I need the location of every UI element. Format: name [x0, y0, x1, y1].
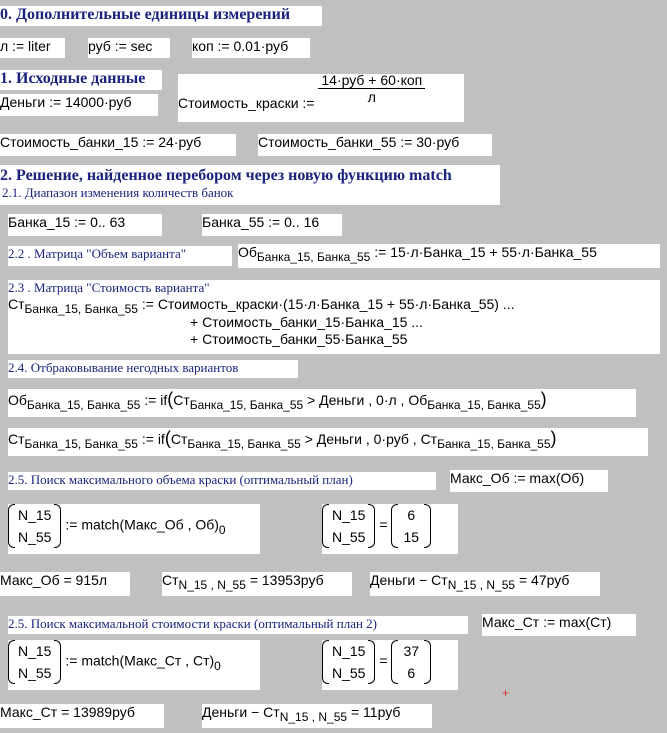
- filter-cost-def[interactable]: [8, 428, 648, 456]
- paren-open: (: [167, 389, 174, 409]
- filter2-tail-index: Банка_15, Банка_55: [437, 437, 551, 451]
- index-vector-2: [8, 640, 61, 684]
- match-volume-result[interactable]: [322, 504, 458, 554]
- result2-rem-index: N_15 , N_55: [279, 710, 348, 724]
- paren-open: (: [164, 428, 171, 448]
- result1-rem-lhs: Деньги − Ст: [370, 572, 448, 588]
- vec-n15: N_15: [332, 643, 366, 659]
- vec-n15: N_15: [18, 507, 52, 523]
- filter1-cond-b: > Деньги , 0·л , Об: [307, 392, 428, 408]
- filter-volume-def[interactable]: [8, 389, 636, 417]
- result1-rem-index: N_15 , N_55: [447, 578, 516, 592]
- section1-title[interactable]: 1. Исходные данные: [0, 70, 162, 90]
- vec-n55: N_55: [18, 529, 52, 545]
- cost-lhs: Ст: [8, 296, 25, 312]
- result1-n15: 6: [407, 507, 416, 523]
- filter2-lhs: Ст: [8, 431, 25, 447]
- filter2-lhs-index: Банка_15, Банка_55: [24, 437, 138, 451]
- match1-expr: := match(Макс_Об , Об): [65, 516, 219, 533]
- money-remainder-1[interactable]: [370, 572, 600, 596]
- result2-rem-lhs: Деньги − Ст: [202, 704, 280, 720]
- unit-rub-def[interactable]: руб := sec: [88, 38, 170, 58]
- crosshair-cursor-icon: +: [502, 686, 510, 700]
- filter2-cond-b: > Деньги , 0·руб , Ст: [304, 431, 438, 447]
- money-remainder-2[interactable]: [202, 704, 432, 728]
- section25a-title[interactable]: 2.5. Поиск максимального объема краски (оптимальный план): [8, 472, 436, 490]
- result1-cost-index: N_15 , N_55: [178, 578, 246, 592]
- result-vector-2-lhs: [322, 640, 375, 684]
- match2-expr: := match(Макс_Ст , Ст): [65, 652, 215, 669]
- result2-n55: 6: [407, 665, 416, 681]
- filter1-lhs-index: Банка_15, Банка_55: [26, 398, 141, 412]
- section0-title[interactable]: 0. Дополнительные единицы измерений: [0, 6, 322, 26]
- vec-n15: N_15: [18, 643, 52, 659]
- match1-origin: 0: [218, 522, 226, 537]
- section21-title: 2.1. Диапазон изменения количеств банок: [2, 185, 234, 200]
- volume-matrix-def[interactable]: [238, 244, 660, 268]
- filter2-cond-a: Ст: [170, 431, 188, 447]
- filter1-cond-index: Банка_15, Банка_55: [189, 398, 304, 412]
- max-cost-result[interactable]: Макс_Ст = 13989руб: [0, 704, 164, 728]
- result1-n55: 15: [403, 529, 420, 545]
- equals-sign: =: [379, 652, 388, 669]
- result-vector-1-rhs: [391, 504, 431, 548]
- max-volume-def[interactable]: Макс_Об := max(Об): [450, 470, 608, 492]
- section25b-title[interactable]: 2.5. Поиск максимальной стоимости краски (оптимальный план 2): [8, 616, 468, 634]
- match-volume-def[interactable]: [8, 504, 260, 554]
- result-vector-1-lhs: [322, 504, 375, 548]
- paint-cost-denominator: л: [367, 89, 376, 105]
- index-vector-1: [8, 504, 61, 548]
- section2-title: 2. Решение, найденное перебором через новую функцию match: [0, 167, 452, 184]
- section2-header[interactable]: [0, 165, 500, 205]
- vec-n55: N_55: [332, 529, 366, 545]
- volume-index: Банка_15, Банка_55: [256, 250, 371, 264]
- unit-liter-def[interactable]: л := liter: [0, 38, 65, 58]
- range15-def[interactable]: Банка_15 := 0.. 63: [8, 214, 162, 236]
- volume-rhs: := 15·л·Банка_15 + 55·л·Банка_55: [374, 244, 597, 260]
- unit-kop-def[interactable]: коп := 0.01·руб: [192, 38, 310, 58]
- result2-n15: 37: [403, 643, 420, 659]
- cost-line2: + Стоимость_банки_15·Банка_15 ...: [190, 314, 423, 330]
- can55-cost-def[interactable]: Стоимость_банки_55 := 30·руб: [258, 134, 492, 156]
- vec-n55: N_55: [18, 665, 52, 681]
- section22-title[interactable]: 2.2 . Матрица "Объем варианта": [8, 246, 232, 266]
- equals-sign: =: [379, 516, 388, 533]
- cost-index: Банка_15, Банка_55: [24, 302, 138, 316]
- max-volume-result[interactable]: Макс_Об = 915л: [0, 572, 130, 596]
- match-cost-def[interactable]: [8, 640, 260, 690]
- result2-rem-rhs: = 11руб: [350, 704, 401, 720]
- can15-cost-def[interactable]: Стоимость_банки_15 := 24·руб: [0, 134, 236, 156]
- volume-lhs: Об: [238, 244, 257, 260]
- paint-cost-lhs: Стоимость_краски :=: [178, 95, 315, 112]
- max-cost-def[interactable]: Макс_Ст := max(Ст): [482, 614, 636, 636]
- filter2-cond-index: Банка_15, Банка_55: [187, 437, 301, 451]
- paint-cost-fraction: [318, 72, 425, 105]
- cost-matrix-block[interactable]: [8, 280, 660, 354]
- vec-n55: N_55: [332, 665, 366, 681]
- result1-cost-rhs: = 13953руб: [249, 572, 324, 588]
- vec-n15: N_15: [332, 507, 366, 523]
- result1-rem-rhs: = 47руб: [518, 572, 570, 588]
- cost-line1: := Стоимость_краски·(15·л·Банка_15 + 55·л·Банка_55) ...: [141, 296, 515, 312]
- paint-cost-numerator: 14·руб + 60·коп: [318, 72, 425, 89]
- filter1-cond-a: Ст: [173, 392, 190, 408]
- range55-def[interactable]: Банка_55 := 0.. 16: [202, 214, 342, 236]
- filter1-tail-index: Банка_15, Банка_55: [427, 398, 541, 412]
- paren-close: ): [540, 389, 547, 409]
- match-cost-result[interactable]: [322, 640, 458, 690]
- cost-line3: + Стоимость_банки_55·Банка_55: [190, 331, 408, 347]
- section23-title: 2.3 . Матрица "Стоимость варианта": [8, 280, 210, 295]
- paint-cost-def[interactable]: [178, 74, 464, 122]
- cost-at-optimum-1[interactable]: [162, 572, 352, 596]
- money-def[interactable]: Деньги := 14000·руб: [0, 94, 158, 116]
- paren-close: ): [550, 428, 557, 448]
- result-vector-2-rhs: [391, 640, 431, 684]
- match2-origin: 0: [214, 658, 221, 673]
- filter1-if: := if: [144, 392, 168, 408]
- filter2-if: := if: [141, 431, 165, 447]
- section24-title[interactable]: 2.4. Отбраковывание негодных вариантов: [8, 360, 298, 378]
- filter1-lhs: Об: [8, 392, 27, 408]
- result1-cost-lhs: Ст: [162, 572, 179, 588]
